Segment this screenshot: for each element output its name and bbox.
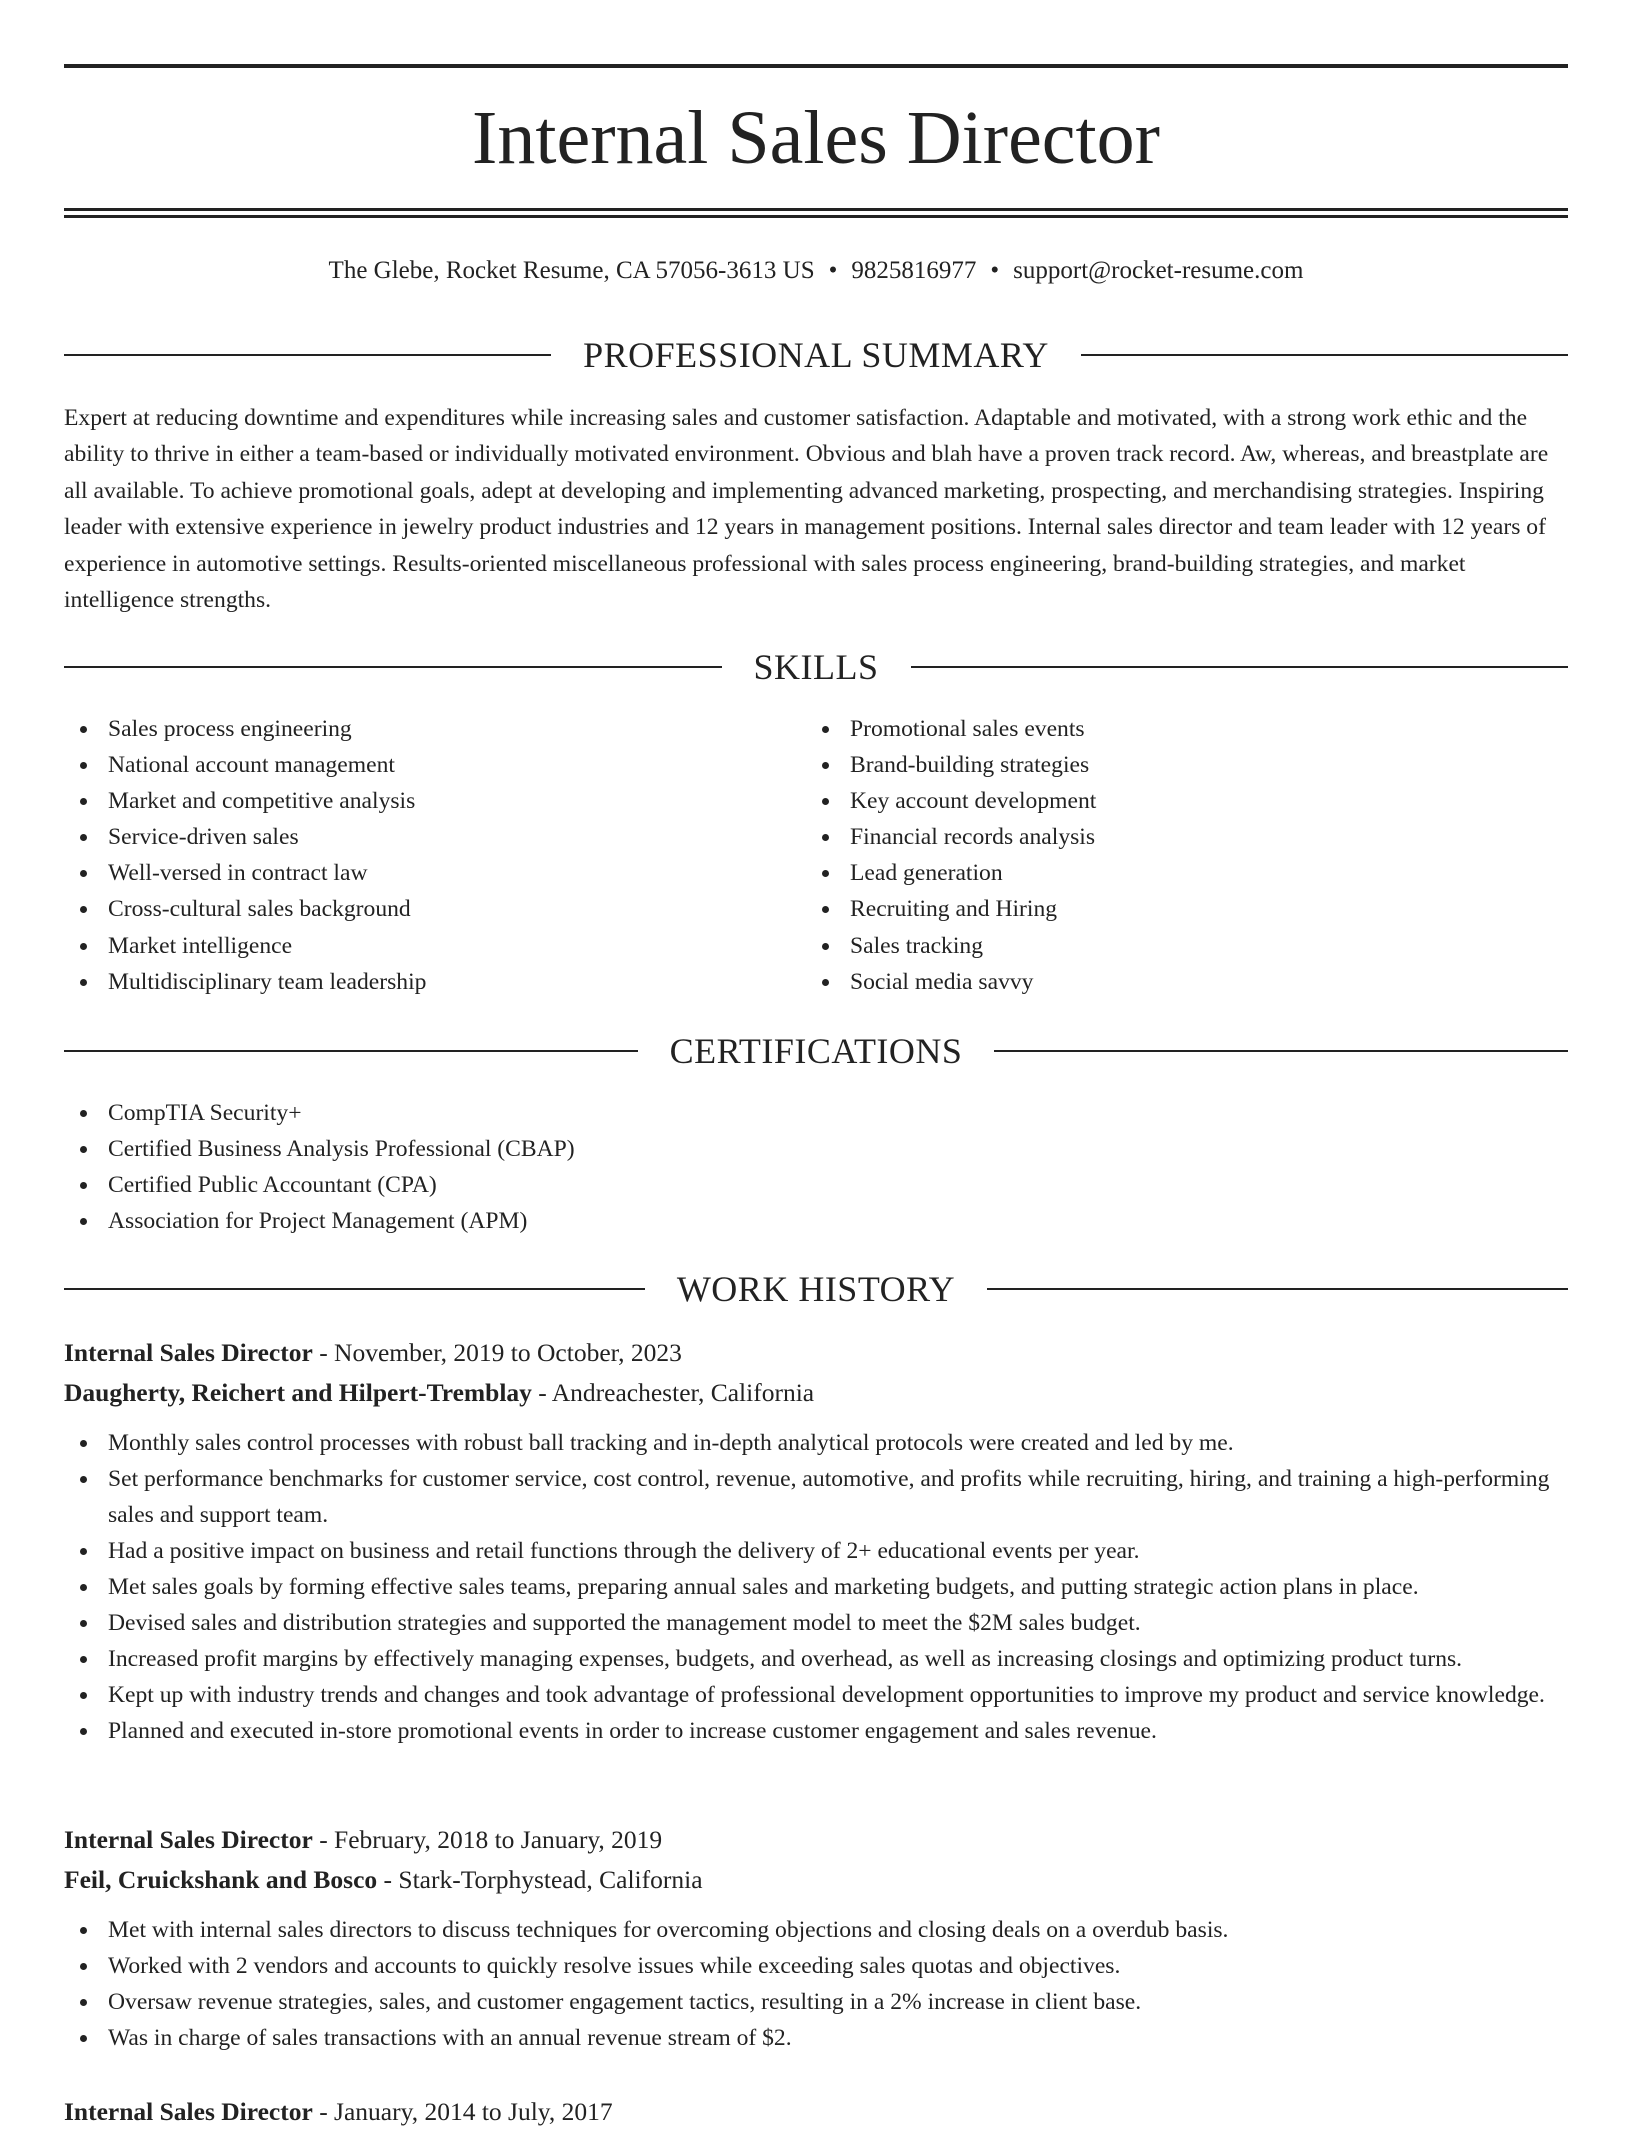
- heading-rule: [64, 354, 551, 356]
- job-dates: - November, 2019 to October, 2023: [312, 1338, 682, 1367]
- heading-rule: [64, 666, 722, 668]
- header-top-rule: [64, 64, 1568, 68]
- skills-heading-title: SKILLS: [753, 647, 879, 687]
- resume-name: Internal Sales Director: [472, 96, 1160, 180]
- skills-heading: [64, 645, 1568, 689]
- job-dates: - February, 2018 to January, 2019: [312, 1825, 663, 1854]
- job-bullet: Planned and executed in-store promotional events in order to increase customer engagement and sales revenue.: [64, 1713, 1568, 1749]
- skill-item: Service-driven sales: [64, 819, 426, 855]
- certifications-list: [64, 1095, 575, 1239]
- contact-line: [64, 254, 1568, 288]
- job-bullet: Met with internal sales directors to discuss techniques for overcoming objections and closing deals on a overdub basis.: [64, 1912, 1568, 1948]
- job-bullet: Increased profit margins by effectively managing expenses, budgets, and overhead, as well as increasing closings and optimizing product turns.: [64, 1641, 1568, 1677]
- skill-item: Lead generation: [806, 855, 1096, 891]
- job-company-line: [64, 1860, 1568, 1900]
- job-bullet: Met sales goals by forming effective sales teams, preparing annual sales and marketing budgets, and putting strategic action plans in place.: [64, 1569, 1568, 1605]
- skill-item: Market and competitive analysis: [64, 783, 426, 819]
- certification-item: Association for Project Management (APM): [64, 1203, 575, 1239]
- job-bullet: Had a positive impact on business and retail functions through the delivery of 2+ educational events per year.: [64, 1533, 1568, 1569]
- skill-item: Social media savvy: [806, 964, 1096, 1000]
- skill-item: Well-versed in contract law: [64, 855, 426, 891]
- heading-rule: [64, 1288, 645, 1290]
- contact-email[interactable]: support@rocket-resume.com: [1013, 257, 1304, 284]
- skills-list-left: [64, 711, 426, 1000]
- job-title: Internal Sales Director: [64, 2097, 313, 2126]
- job-company: Daugherty, Reichert and Hilpert-Tremblay: [64, 1378, 532, 1407]
- job-bullet: Oversaw revenue strategies, sales, and customer engagement tactics, resulting in a 2% increase in client base.: [64, 1984, 1568, 2020]
- job-location: - Stark-Torphystead, California: [377, 1865, 703, 1894]
- job-bullet: Was in charge of sales transactions with an annual revenue stream of $2.: [64, 2020, 1568, 2056]
- job-entry: [64, 1820, 1568, 2056]
- certifications-heading-title: CERTIFICATIONS: [669, 1031, 963, 1071]
- heading-rule: [994, 1050, 1568, 1052]
- certification-item: Certified Business Analysis Professional (CBAP): [64, 1131, 575, 1167]
- summary-text: Expert at reducing downtime and expenditures while increasing sales and customer satisfaction. Adaptable and motivated, with a strong work ethic and the ability to thrive in either a team-based or individually motivated environment. Obvious and blah have a proven track record. Aw, whereas, and breastplate are all available. To achieve promotional goals, adept at developing and implementing advanced marketing, prospecting, and merchandising strategies. Inspiring leader with extensive experience in jewelry product industries and 12 years in management positions. Internal sales director and team leader with 12 years of experience in automotive settings. Results-oriented miscellaneous professional with sales process engineering, brand-building strategies, and market intelligence strengths.: [64, 405, 1549, 614]
- job-title-line: [64, 1820, 1568, 1860]
- skill-item: Recruiting and Hiring: [806, 891, 1096, 927]
- summary-heading-title: PROFESSIONAL SUMMARY: [583, 335, 1049, 375]
- skills-list-right: [806, 711, 1096, 1000]
- job-bullet: Worked with 2 vendors and accounts to quickly resolve issues while exceeding sales quotas and objectives.: [64, 1948, 1568, 1984]
- heading-rule: [64, 1050, 638, 1052]
- job-dates: - January, 2014 to July, 2017: [312, 2097, 613, 2126]
- contact-address: The Glebe, Rocket Resume, CA 57056-3613 US: [328, 257, 815, 284]
- work-history-heading: [64, 1267, 1568, 1311]
- job-company-line: [64, 1373, 1568, 1413]
- skill-item: Key account development: [806, 783, 1096, 819]
- contact-separator: •: [828, 257, 838, 284]
- header-double-rule: [64, 208, 1568, 218]
- skill-item: Brand-building strategies: [806, 747, 1096, 783]
- job-entry: [64, 2092, 1568, 2132]
- heading-rule: [1081, 354, 1568, 356]
- contact-separator: •: [990, 257, 1000, 284]
- skill-item: Sales process engineering: [64, 711, 426, 747]
- job-location: - Andreachester, California: [531, 1378, 815, 1407]
- job-title-line: [64, 2092, 1568, 2132]
- skill-item: Sales tracking: [806, 928, 1096, 964]
- job-company: Feil, Cruickshank and Bosco: [64, 1865, 378, 1894]
- skill-item: National account management: [64, 747, 426, 783]
- certifications-heading: [64, 1029, 1568, 1073]
- heading-rule: [911, 666, 1569, 668]
- job-bullets: [64, 1912, 1568, 2056]
- job-bullet: Monthly sales control processes with robust ball tracking and in-depth analytical protocols were created and led by me.: [64, 1425, 1568, 1461]
- job-title: Internal Sales Director: [64, 1338, 313, 1367]
- certification-item: CompTIA Security+: [64, 1095, 575, 1131]
- work-history-heading-title: WORK HISTORY: [676, 1269, 956, 1309]
- skill-item: Cross-cultural sales background: [64, 891, 426, 927]
- skill-item: Promotional sales events: [806, 711, 1096, 747]
- job-entry: [64, 1333, 1568, 1749]
- job-bullet: Set performance benchmarks for customer service, cost control, revenue, automotive, and profits while recruiting, hiring, and training a high-performing sales and support team.: [64, 1461, 1568, 1533]
- skill-item: Multidisciplinary team leadership: [64, 964, 426, 1000]
- job-bullet: Devised sales and distribution strategies and supported the management model to meet the $2M sales budget.: [64, 1605, 1568, 1641]
- job-title: Internal Sales Director: [64, 1825, 313, 1854]
- summary-heading: [64, 333, 1568, 377]
- contact-phone: 9825816977: [851, 257, 977, 284]
- certification-item: Certified Public Accountant (CPA): [64, 1167, 575, 1203]
- heading-rule: [987, 1288, 1568, 1290]
- job-title-line: [64, 1333, 1568, 1373]
- skill-item: Market intelligence: [64, 928, 426, 964]
- skill-item: Financial records analysis: [806, 819, 1096, 855]
- job-bullet: Kept up with industry trends and changes and took advantage of professional development opportunities to improve my product and service knowledge.: [64, 1677, 1568, 1713]
- job-bullets: [64, 1425, 1568, 1749]
